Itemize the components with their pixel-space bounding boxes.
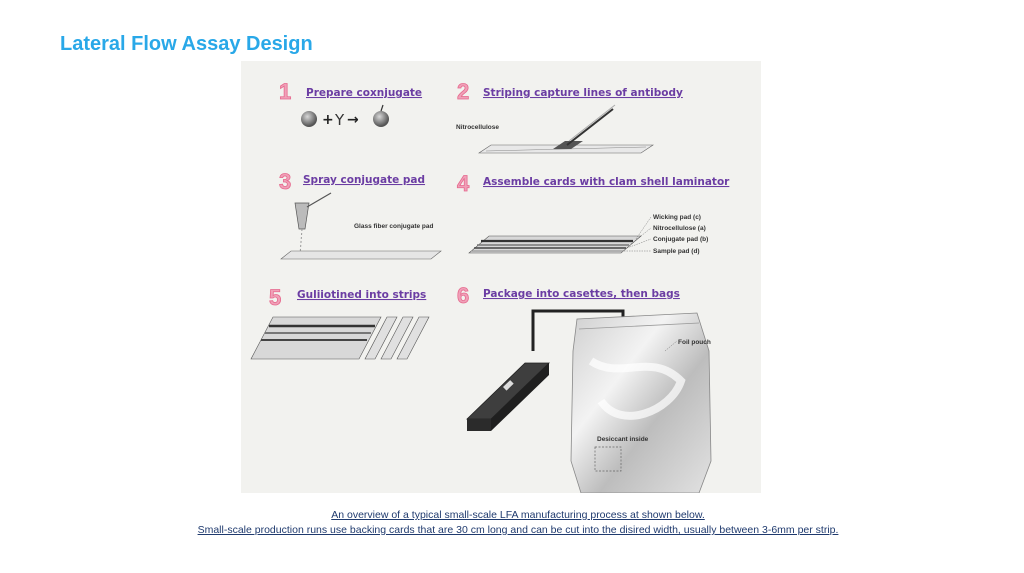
wicking-pad-label: Wicking pad (c) (653, 214, 701, 221)
conjugate-pad-label: Conjugate pad (b) (653, 236, 709, 243)
step-6-label: Package into casettes, then bags (483, 288, 680, 300)
step-3-number: 3 (279, 169, 292, 194)
arrow-icon: → (347, 112, 359, 128)
step-1-number: 1 (279, 79, 292, 104)
laminated-card (251, 317, 381, 359)
sample-pad-label: Sample pad (d) (653, 248, 700, 255)
caption-line-2: Small-scale production runs use backing cards that are 30 cm long and can be cut into the disired width, usually between 3-6mm per strip. (197, 524, 839, 536)
step-3-label: Spray conjugate pad (303, 174, 426, 186)
gold-particle-icon (301, 111, 317, 127)
conjugated-particle-icon (373, 111, 389, 127)
step-6-number: 6 (457, 283, 470, 308)
antibody-icon: Y (335, 111, 345, 129)
step-2-number: 2 (457, 79, 470, 104)
nitrocellulose-a-label: Nitrocellulose (a) (653, 225, 706, 232)
step-4-label: Assemble cards with clam shell laminator (483, 176, 730, 188)
foil-pouch-label: Foil pouch (678, 339, 711, 346)
cassette-front (467, 419, 491, 431)
step-4-number: 4 (457, 171, 470, 196)
step-5-number: 5 (269, 285, 282, 310)
lfa-process-figure (241, 61, 761, 493)
plus-sign: + (322, 112, 334, 128)
step-5-label: Guliiotined into strips (297, 289, 427, 301)
slide-title: Lateral Flow Assay Design (60, 33, 313, 55)
process-illustration (241, 61, 761, 493)
step-1-label: Prepare coxnjugate (306, 87, 423, 99)
desiccant-label: Desiccant inside (597, 436, 649, 443)
glass-fiber-label: Glass fiber conjugate pad (354, 223, 434, 230)
nitrocellulose-label: Nitrocellulose (456, 124, 499, 131)
caption-line-1: An overview of a typical small-scale LFA manufacturing process at shown below. (331, 509, 705, 521)
glass-fiber-pad (281, 251, 441, 259)
step-2-label: Striping capture lines of antibody (483, 87, 683, 99)
